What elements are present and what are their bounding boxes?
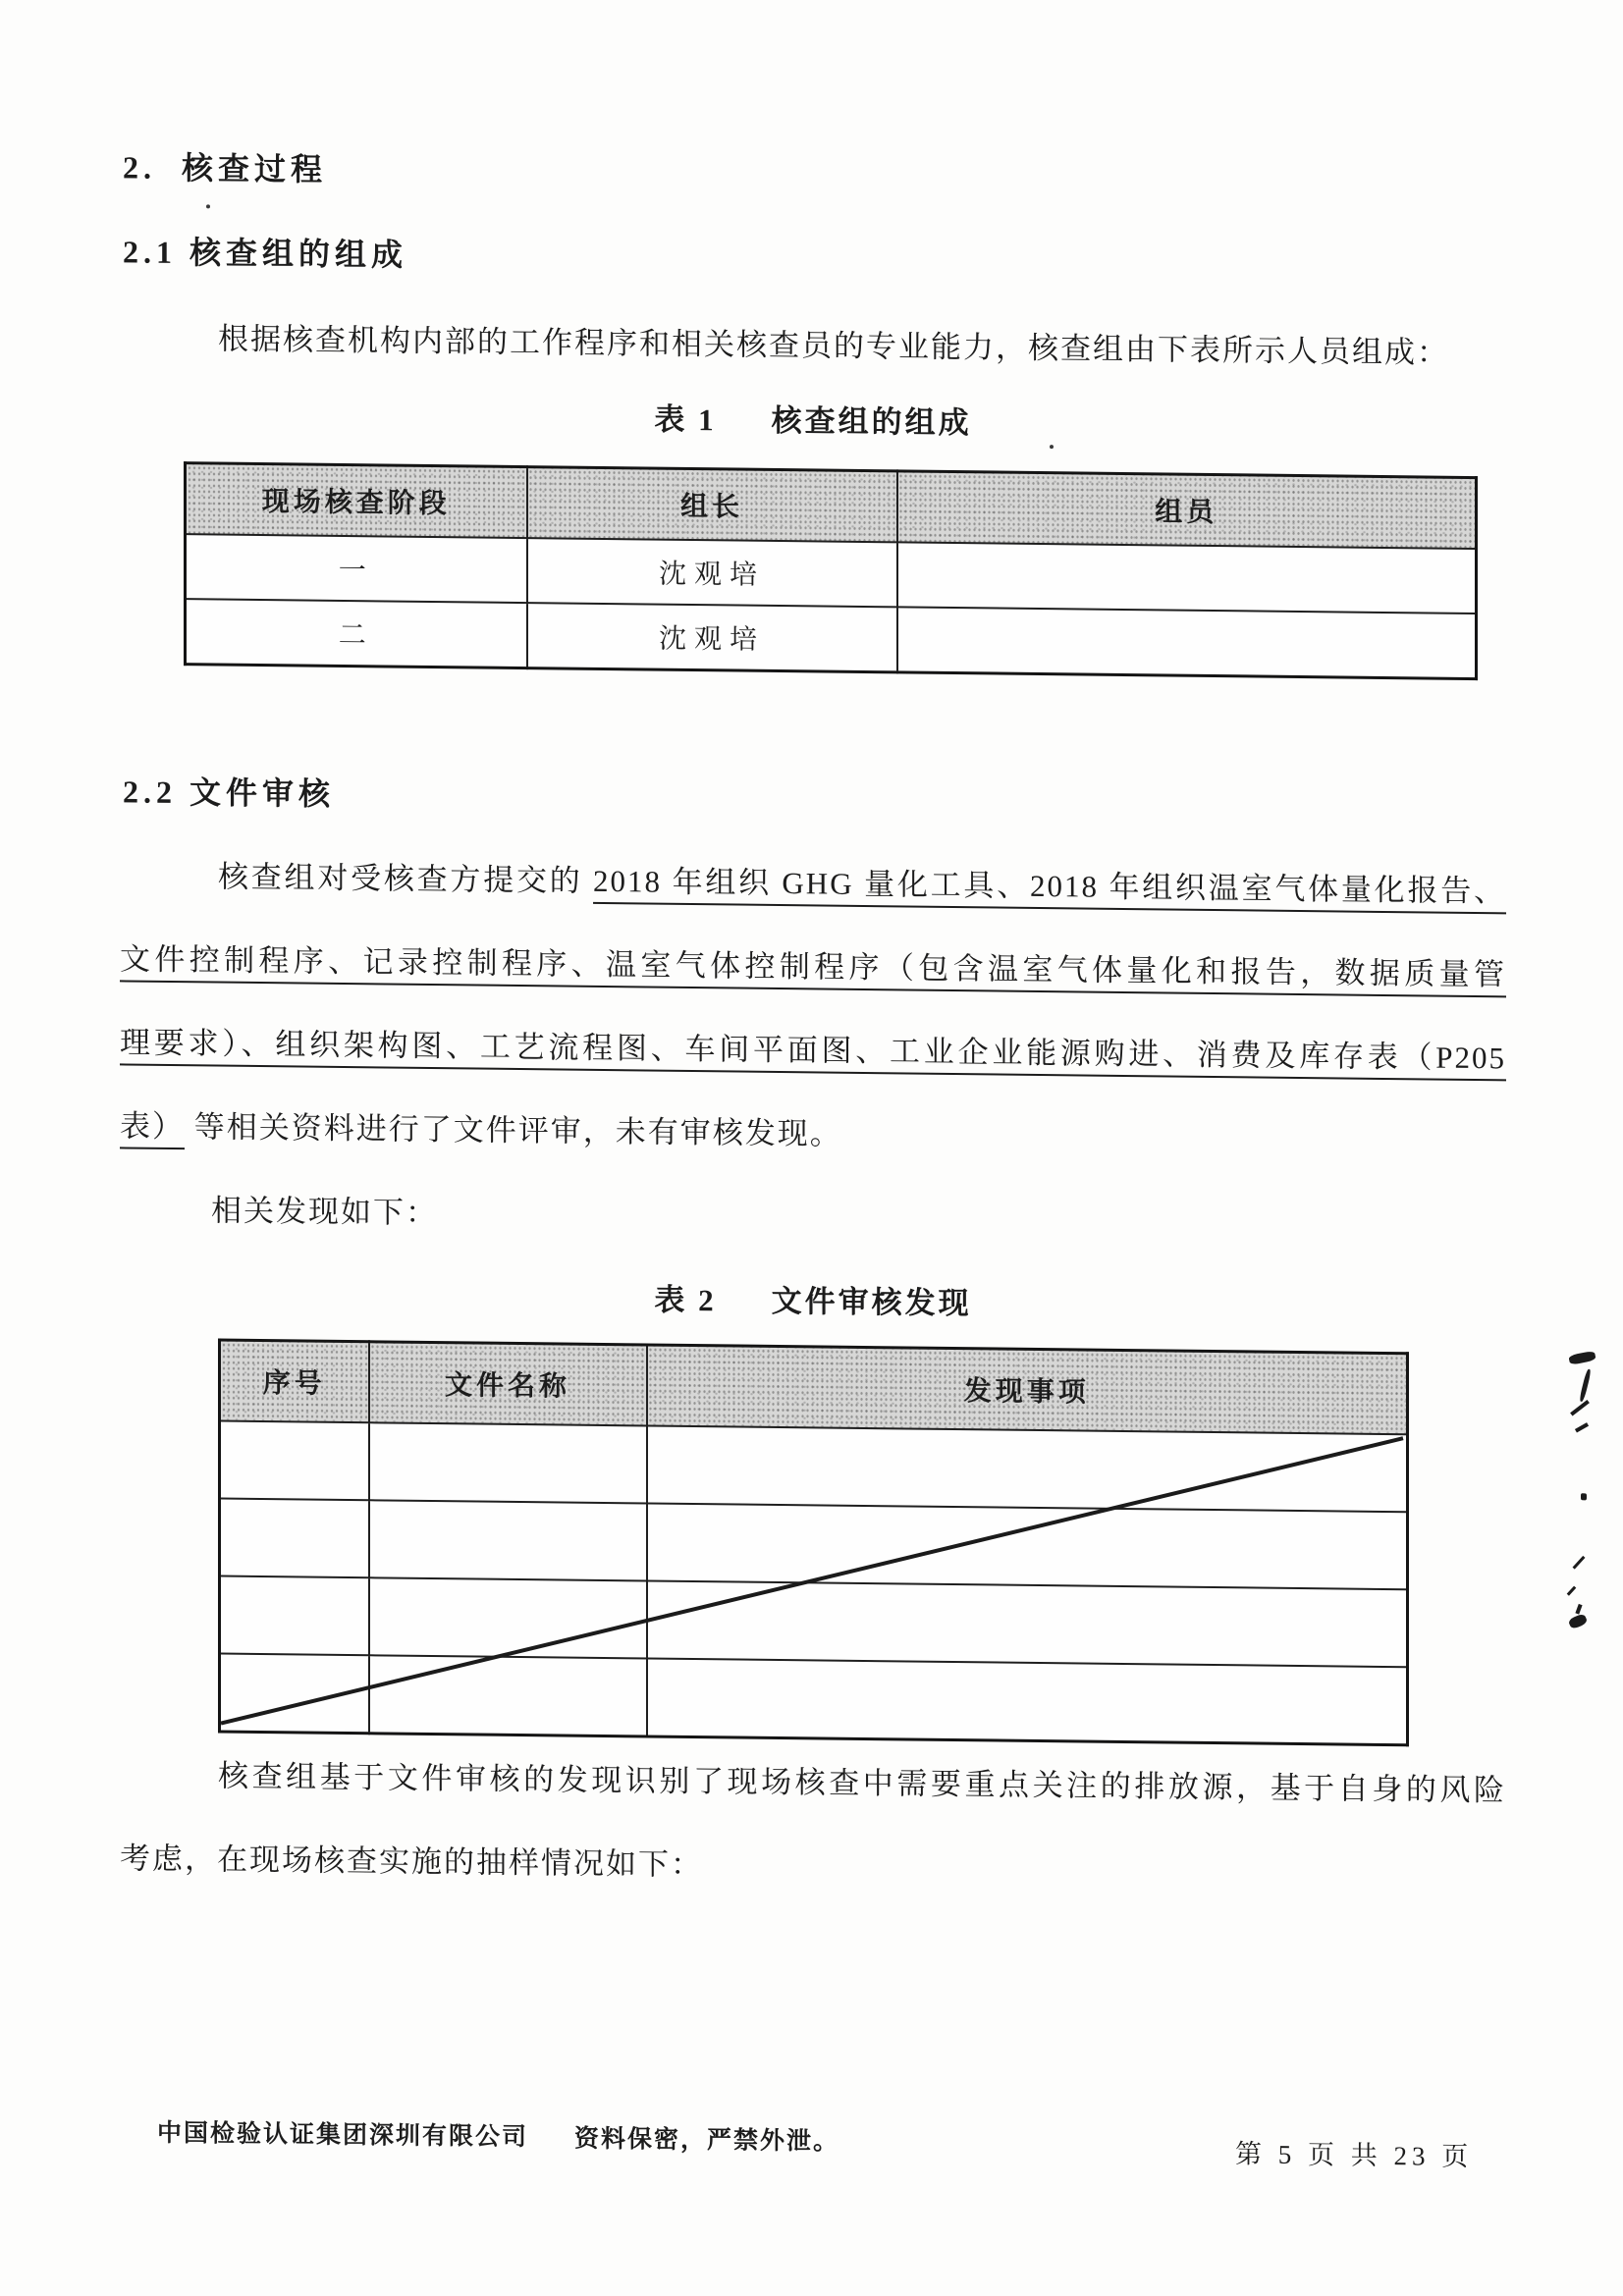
text-segment: 等相关资料进行了文件评审，未有审核发现。 xyxy=(185,1109,842,1151)
ink-mark xyxy=(1568,1613,1589,1629)
table2-cell xyxy=(220,1499,369,1578)
table2-cell xyxy=(220,1421,369,1501)
section-heading-2-1: 2.1 核查组的组成 xyxy=(123,234,408,273)
footer-page-number: 第 5 页 共 23 页 xyxy=(1235,2139,1474,2172)
underlined-text: 表） xyxy=(120,1108,185,1145)
table1-cell: 沈观培 xyxy=(527,538,897,607)
underlined-text: 文件控制程序、记录控制程序、温室气体控制程序（包含温室气体量化和报告，数据质量管 xyxy=(120,941,1506,992)
text-segment: 考虑，在现场核查实施的抽样情况如下： xyxy=(120,1841,703,1883)
section-heading-2-2: 2.2 文件审核 xyxy=(123,774,336,812)
table1-cell: 二 xyxy=(186,599,527,667)
findings-lead-block xyxy=(120,1167,1506,1266)
text-segment: 核查组基于文件审核的发现识别了现场核查中需要重点关注的排放源，基于自身的风险 xyxy=(218,1758,1506,1808)
caption-gap xyxy=(717,1310,772,1311)
table2-header-docname: 文件名称 xyxy=(369,1342,647,1426)
findings-lead-line xyxy=(120,1167,1506,1266)
ink-mark xyxy=(1567,1586,1577,1596)
table2-header-finding: 发现事项 xyxy=(647,1345,1408,1434)
table2-header-row xyxy=(220,1340,1408,1434)
table2-container xyxy=(218,1339,1409,1747)
table2-caption-number: 表 2 xyxy=(654,1282,717,1318)
document-review-findings-table xyxy=(218,1339,1409,1747)
table2-row xyxy=(220,1499,1408,1590)
table1-cell xyxy=(897,607,1477,678)
table1-container xyxy=(184,461,1478,680)
footer-company: 中国检验认证集团深圳有限公司 xyxy=(157,2119,529,2152)
ink-mark xyxy=(1581,1493,1587,1500)
text-segment: 根据核查机构内部的工作程序和相关核查员的专业能力，核查组由下表所示人员组成： xyxy=(218,321,1449,370)
paragraph-line xyxy=(120,1816,1506,1915)
ink-mark xyxy=(1570,1400,1590,1416)
document-review-paragraph xyxy=(120,833,1506,1183)
table2-caption xyxy=(120,1274,1506,1329)
ink-mark xyxy=(1573,1556,1586,1570)
table2-cell xyxy=(647,1658,1408,1744)
table1-header-stage: 现场核查阶段 xyxy=(186,463,527,538)
intro-paragraph xyxy=(120,295,1506,395)
table1-cell: 沈观培 xyxy=(527,603,897,672)
table1-cell xyxy=(897,542,1477,614)
text-segment: 核查组对受核查方提交的 xyxy=(218,859,594,898)
table2-header-index: 序号 xyxy=(220,1340,369,1422)
table2-row xyxy=(220,1576,1408,1668)
paragraph-line xyxy=(120,1000,1506,1099)
table2-row xyxy=(220,1654,1408,1745)
text-segment: 相关发现如下： xyxy=(211,1193,438,1231)
table2-cell xyxy=(647,1425,1408,1512)
table2-row xyxy=(220,1421,1408,1513)
table1-header-members: 组员 xyxy=(897,471,1477,549)
table2-cell xyxy=(220,1654,369,1734)
table2-cell xyxy=(369,1500,647,1580)
ink-mark xyxy=(1568,1351,1596,1365)
table1-caption-title: 核查组的组成 xyxy=(771,402,972,441)
underlined-text: 理要求）、组织架构图、工艺流程图、车间平面图、工业企业能源购进、消费及库存表（P205 xyxy=(120,1025,1506,1076)
caption-gap xyxy=(717,430,772,431)
paragraph-line xyxy=(120,833,1506,933)
table2-body xyxy=(220,1421,1408,1745)
ink-mark xyxy=(1575,1604,1582,1615)
table2-caption-title: 文件审核发现 xyxy=(771,1283,972,1321)
table2-cell xyxy=(220,1576,369,1656)
paragraph-line xyxy=(120,1084,1506,1183)
verification-team-table xyxy=(184,461,1478,680)
table2-cell xyxy=(369,1655,647,1736)
table1-body xyxy=(186,534,1477,678)
paragraph-line xyxy=(120,917,1506,1016)
table1-header-leader: 组长 xyxy=(527,467,897,543)
section-heading-2: 2. 核查过程 xyxy=(123,149,328,187)
table2-header xyxy=(220,1340,1408,1434)
footer-confidential-notice: 资料保密，严禁外泄。 xyxy=(574,2125,840,2156)
ink-mark xyxy=(1575,1422,1589,1432)
paragraph-line xyxy=(120,295,1506,395)
table2-cell xyxy=(369,1577,647,1658)
table2-cell xyxy=(369,1422,647,1503)
dust-speck xyxy=(206,204,210,208)
table1-row xyxy=(186,599,1477,678)
table1-cell: 一 xyxy=(186,534,527,603)
closing-paragraph xyxy=(120,1733,1506,1915)
underlined-text: 2018 年组织 GHG 量化工具、2018 年组织温室气体量化报告、 xyxy=(593,863,1507,909)
table2-cell xyxy=(647,1503,1408,1589)
paragraph-line xyxy=(120,1733,1506,1832)
table1-caption-number: 表 1 xyxy=(654,401,717,438)
table1-caption xyxy=(120,394,1506,449)
ink-mark xyxy=(1579,1368,1592,1402)
dust-speck xyxy=(1050,445,1054,449)
table2-cell xyxy=(647,1580,1408,1667)
